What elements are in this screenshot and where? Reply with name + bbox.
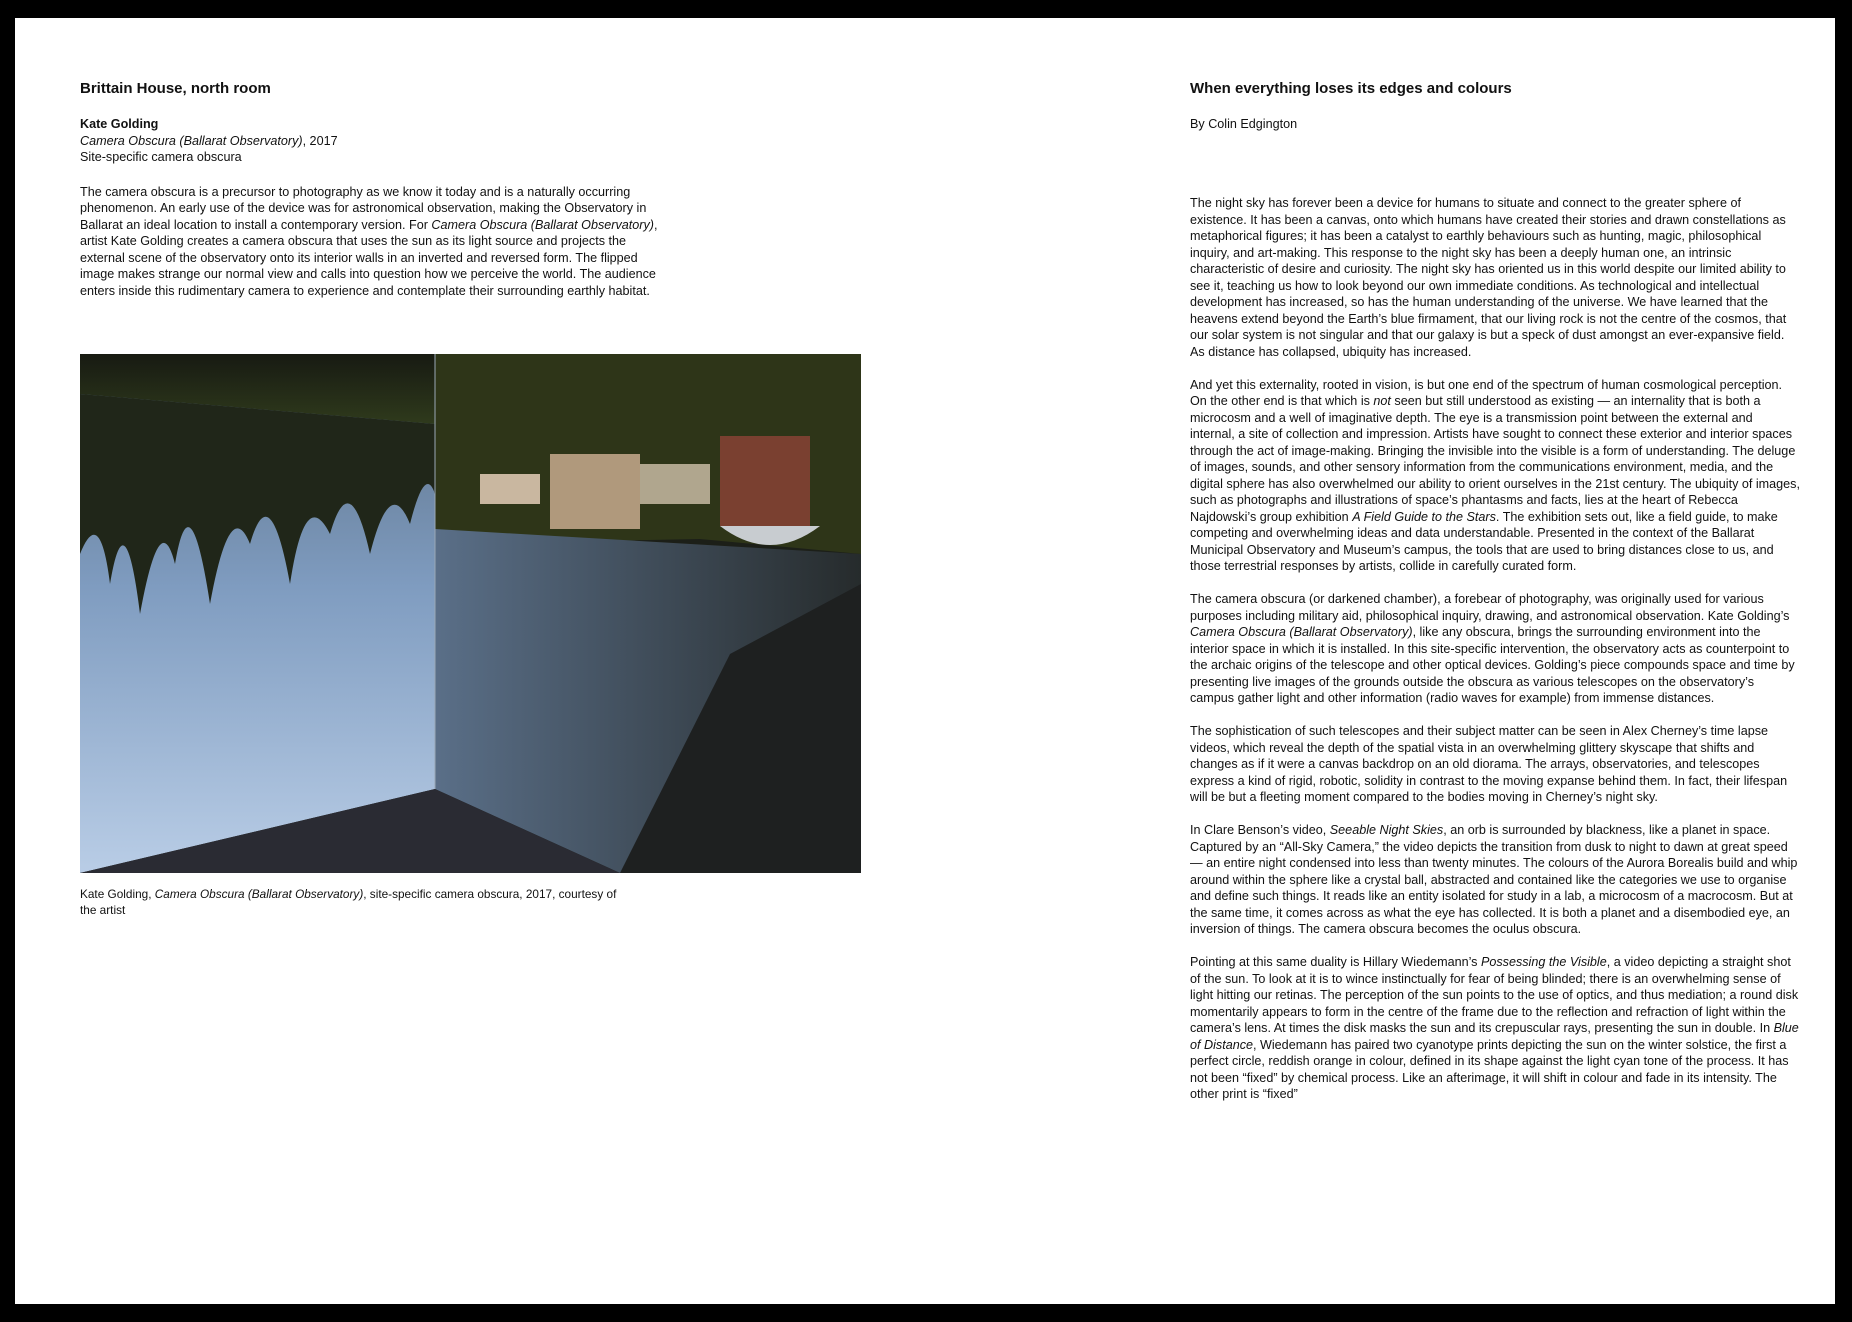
essay-paragraph: And yet this externality, rooted in vision, is but one end of the spectrum of human cosmological perception. On the other end is that which is not seen but still understood as existing — an internality that is both a microcosm and a well of imaginative depth. The eye is a transmission point between the external and internal, a site of collection and impression. Artists have sought to connect these exterior and interior spaces through the act of image-making. Bringing the invisible into the visible is a form of understanding. The deluge of images, sounds, and other sensory information from the communications environment, media, and the digital sphere has also overwhelmed our ability to orient ourselves in the 21st century. The ubiquity of images, such as photographs and illustrations of space’s phantasms and facts, lies at the heart of Rebecca Najdowski’s group exhibition A Field Guide to the Stars. The exhibition sets out, like a field guide, to make competing and overwhelming ideas and data understandable. Presented in the context of the Ballarat Municipal Observatory and Museum’s campus, the tools that are used to bring distances close to us, and those terrestrial responses by artists, collide in carefully curated form. [1190, 377, 1800, 573]
camera-obscura-photo [80, 354, 861, 873]
right-page [1190, 80, 1800, 1101]
left-page [80, 80, 780, 299]
left-heading: Brittain House, north room [80, 80, 271, 97]
document-spread [15, 18, 1835, 1304]
essay-paragraph: The night sky has forever been a device for humans to situate and connect to the greater sphere of existence. It has been a canvas, onto which humans have created their stories and drawn constellations as metaphorical figures; it has been a catalyst to earthly behaviours such as hunting, magic, philosophical inquiry, and art-making. This response to the night sky has been a deeply human one, an intrinsic characteristic of desire and curiosity. The night sky has oriented us in this world despite our limited ability to see it, teaching us how to look beyond our own immediate conditions. As technological and intellectual development has increased, so has the human understanding of the universe. We have learned that the heavens extend beyond the Earth’s blue firmament, that our living rock is not the centre of the cosmos, that our solar system is not singular and that our galaxy is but a speck of dust amongst an ever-expansive field. As distance has collapsed, ubiquity has increased. [1190, 196, 1787, 359]
work-medium: Site-specific camera obscura [80, 150, 242, 164]
essay-body [1190, 195, 1800, 1119]
essay-title: When everything loses its edges and colours [1190, 80, 1512, 97]
essay-byline: By Colin Edgington [1190, 117, 1298, 131]
essay-paragraph: The sophistication of such telescopes and their subject matter can be seen in Alex Cherney’s time lapse videos, which reveal the depth of the spatial vista in an overwhelming glittery skyscape that shifts and changes as if it were a canvas backdrop on an old diorama. The arrays, observatories, and telescopes express a kind of rigid, robotic, solidity in contrast to the moving expanse behind them. In fact, their lifespan will be but a fleeting moment compared to the bodies moving in Cherney’s night sky. [1190, 724, 1788, 804]
essay-paragraph: The camera obscura (or darkened chamber), a forebear of photography, was originally used for various purposes including military aid, philosophical inquiry, drawing, and astronomical observation. Kate Golding’s Camera Obscura (Ballarat Observatory), like any obscura, brings the surrounding environment into the interior space in which it is installed. In this site-specific intervention, the observatory acts as counterpoint to the archaic origins of the telescope and other optical devices. Golding’s piece compounds space and time by presenting live images of the grounds outside the obscura as various telescopes on the observatory’s campus gather light and other information (radio waves for example) from immense distances. [1190, 592, 1795, 705]
essay-paragraph: Pointing at this same duality is Hillary Wiedemann’s Possessing the Visible, a video depicting a straight shot of the sun. To look at it is to wince instinctually for fear of being blinded; there is an overwhelming sense of light hitting our retinas. The perception of the sun points to the use of optics, and thus mediation; a round disk momentarily appears to form in the centre of the frame due to the reflection and refraction of light within the camera’s lens. At times the disk masks the sun and its crepuscular rays, presenting the sun in double. In Blue of Distance, Wiedemann has paired two cyanotype prints depicting the sun on the winter solstice, the first a perfect circle, reddish orange in colour, defined in its shape against the light cyan tone of the process. It has not been “fixed” by chemical process. Like an afterimage, it will shift in colour and fade in its intensity. The other print is “fixed” [1190, 955, 1799, 1101]
intro-paragraph: The camera obscura is a precursor to photography as we know it today and is a naturally occurring phenomenon. An early use of the device was for astronomical observation, making the Observatory in Ballarat an ideal location to install a contemporary version. For Camera Obscura (Ballarat Observatory), artist Kate Golding creates a camera obscura that uses the sun as its light source and projects the external scene of the observatory onto its interior walls in an inverted and reversed form. The flipped image makes strange our normal view and calls into question how we perceive the world. The audience enters inside this rudimentary camera to experience and contemplate their surrounding earthly habitat. [80, 184, 658, 298]
essay-paragraph: In Clare Benson’s video, Seeable Night Skies, an orb is surrounded by blackness, like a planet in space. Captured by an “All-Sky Camera,” the video depicts the transition from dusk to night to dawn at great speed — an entire night condensed into less than twenty minutes. The colours of the Aurora Borealis build and whip around within the sphere like a crystal ball, abstracted and contained like the categories we use to organise and define such things. It reads like an entity isolated for study in a lab, a microcosm of a macrocosm. But at the same time, it comes across as what the eye has collected. It is both a planet and a disembodied eye, an inversion of things. The camera obscura becomes the oculus obscura. [1190, 823, 1798, 936]
work-year: , 2017 [302, 133, 338, 148]
work-title: Camera Obscura (Ballarat Observatory) [80, 133, 303, 148]
artwork-details [80, 116, 780, 166]
artist-name: Kate Golding [80, 117, 159, 131]
photo-caption: Kate Golding, Camera Obscura (Ballarat Observatory), site-specific camera obscura, 2017, courtesy of the artist [80, 887, 617, 917]
